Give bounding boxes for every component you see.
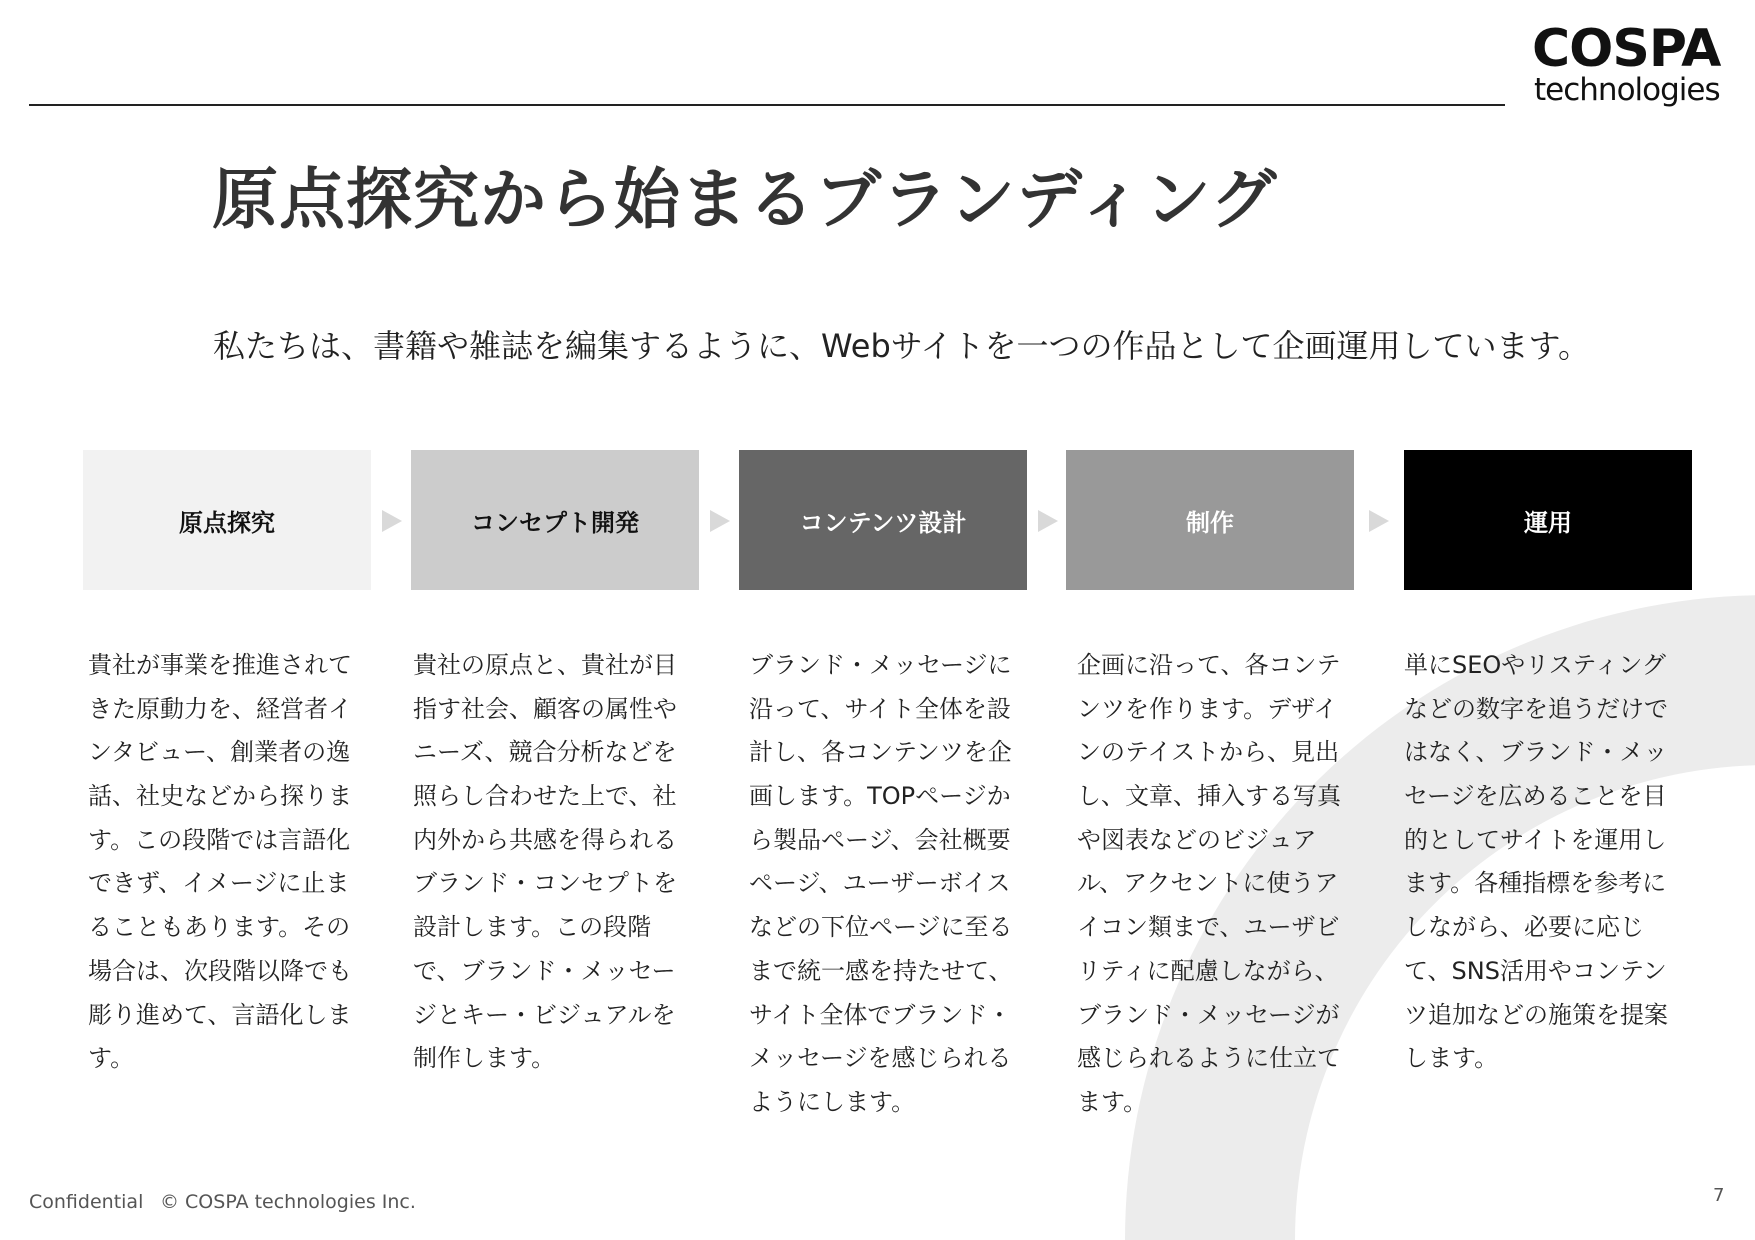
description-line: 貴社の原点と、貴社が目 (413, 651, 677, 679)
step-label: 制作 (1186, 508, 1234, 537)
lead-text: 私たちは、書籍や雑誌を編集するように、Webサイトを一つの作品として企画運用しています。 (213, 327, 1590, 365)
step-box-2 (411, 450, 699, 590)
description-line: 画します。TOPページか (749, 782, 1011, 811)
header-rule (29, 104, 1505, 106)
logo-technologies: technologies (1534, 72, 1720, 108)
description-line: などの下位ページに至る (749, 913, 1013, 942)
description-line: ンタビュー、創業者の逸 (88, 738, 351, 767)
footer-copyright: © COSPA technologies Inc. (160, 1191, 416, 1213)
description-line: て、SNS活用やコンテン (1404, 956, 1667, 985)
description-line: ブランド・メッセージが (1077, 1000, 1340, 1029)
description-line: はなく、ブランド・メッ (1404, 738, 1668, 767)
description-line: 内外から共感を得られる (413, 825, 677, 854)
description-line: 感じられるように仕立て (1077, 1044, 1341, 1073)
arrow-right-icon (1038, 510, 1058, 532)
description-line: 貴社が事業を推進されて (88, 651, 352, 679)
description-line: ンのテイストから、見出 (1077, 738, 1340, 767)
step-description-5 (1404, 644, 1668, 1081)
description-line: まで統一感を持たせて、 (749, 956, 1013, 985)
description-line: ます。各種指標を参考に (1404, 869, 1667, 898)
description-line: します。 (1404, 1044, 1499, 1073)
step-description-2 (413, 644, 677, 1081)
arrow-right-icon (1369, 510, 1389, 532)
description-line: ツ追加などの施策を提案 (1404, 1000, 1668, 1029)
footer-confidential: Confidential (29, 1191, 144, 1213)
description-line: ブランド・メッセージに (749, 651, 1012, 679)
description-line: 彫り進めて、言語化しま (88, 1000, 352, 1029)
step-label: コンテンツ設計 (799, 508, 967, 537)
step-label: 原点探究 (179, 508, 275, 537)
description-line: ページ、ユーザーボイス (749, 869, 1011, 898)
description-line: ンツを作ります。デザイ (1077, 694, 1338, 723)
description-line: サイト全体でブランド・ (749, 1000, 1012, 1029)
description-line: できず、イメージに止ま (88, 869, 350, 898)
description-line: ます。 (1077, 1087, 1148, 1116)
description-line: きた原動力を、経営者イ (88, 694, 352, 723)
description-line: 計し、各コンテンツを企 (749, 738, 1012, 767)
description-line: 場合は、次段階以降でも (88, 956, 352, 985)
step-description-1 (88, 644, 352, 1081)
description-line: す。この段階では言語化 (88, 825, 351, 854)
description-line: や図表などのビジュア (1077, 825, 1317, 854)
step-box-5 (1404, 450, 1692, 590)
description-line: ら製品ページ、会社概要 (749, 825, 1011, 854)
step-box-4 (1066, 450, 1354, 590)
description-line: 単にSEOやリスティング (1404, 651, 1666, 679)
step-description-4 (1077, 644, 1341, 1125)
description-line: しながら、必要に応じ (1404, 913, 1644, 942)
arrow-right-icon (710, 510, 730, 532)
page-number: 7 (1713, 1185, 1725, 1206)
description-line: などの数字を追うだけで (1404, 694, 1668, 723)
description-line: メッセージを感じられる (749, 1044, 1012, 1073)
description-line: 制作します。 (413, 1044, 556, 1073)
description-line: ニーズ、競合分析などを (413, 738, 677, 767)
description-line: セージを広めることを目 (1404, 782, 1667, 811)
description-line: ジとキー・ビジュアルを (413, 1000, 676, 1029)
step-description-3 (749, 644, 1013, 1125)
description-line: 企画に沿って、各コンテ (1077, 651, 1341, 679)
logo-cospa: COSPA (1532, 19, 1721, 79)
description-line: し、文章、挿入する写真 (1077, 782, 1341, 811)
description-line: ようにします。 (749, 1087, 916, 1116)
description-line: す。 (88, 1044, 135, 1073)
description-line: 話、社史などから探りま (88, 782, 352, 811)
description-line: 照らし合わせた上で、社 (413, 782, 677, 811)
arrow-right-icon (382, 510, 402, 532)
step-box-3 (739, 450, 1027, 590)
description-line: ることもあります。その (88, 913, 351, 942)
description-line: で、ブランド・メッセー (413, 956, 676, 985)
step-label: コンセプト開発 (471, 508, 639, 537)
page-title: 原点探究から始まるブランディング (212, 161, 1278, 238)
description-line: 沿って、サイト全体を設 (749, 694, 1011, 723)
description-line: ル、アクセントに使うア (1077, 869, 1339, 898)
description-line: リティに配慮しながら、 (1077, 956, 1339, 985)
step-box-1 (83, 450, 371, 590)
description-line: ブランド・コンセプトを (413, 869, 677, 898)
description-line: 設計します。この段階 (413, 913, 652, 942)
description-line: 的としてサイトを運用し (1404, 825, 1667, 854)
description-line: 指す社会、顧客の属性や (413, 694, 677, 723)
step-label: 運用 (1524, 508, 1572, 537)
description-line: イコン類まで、ユーザビ (1077, 913, 1340, 942)
